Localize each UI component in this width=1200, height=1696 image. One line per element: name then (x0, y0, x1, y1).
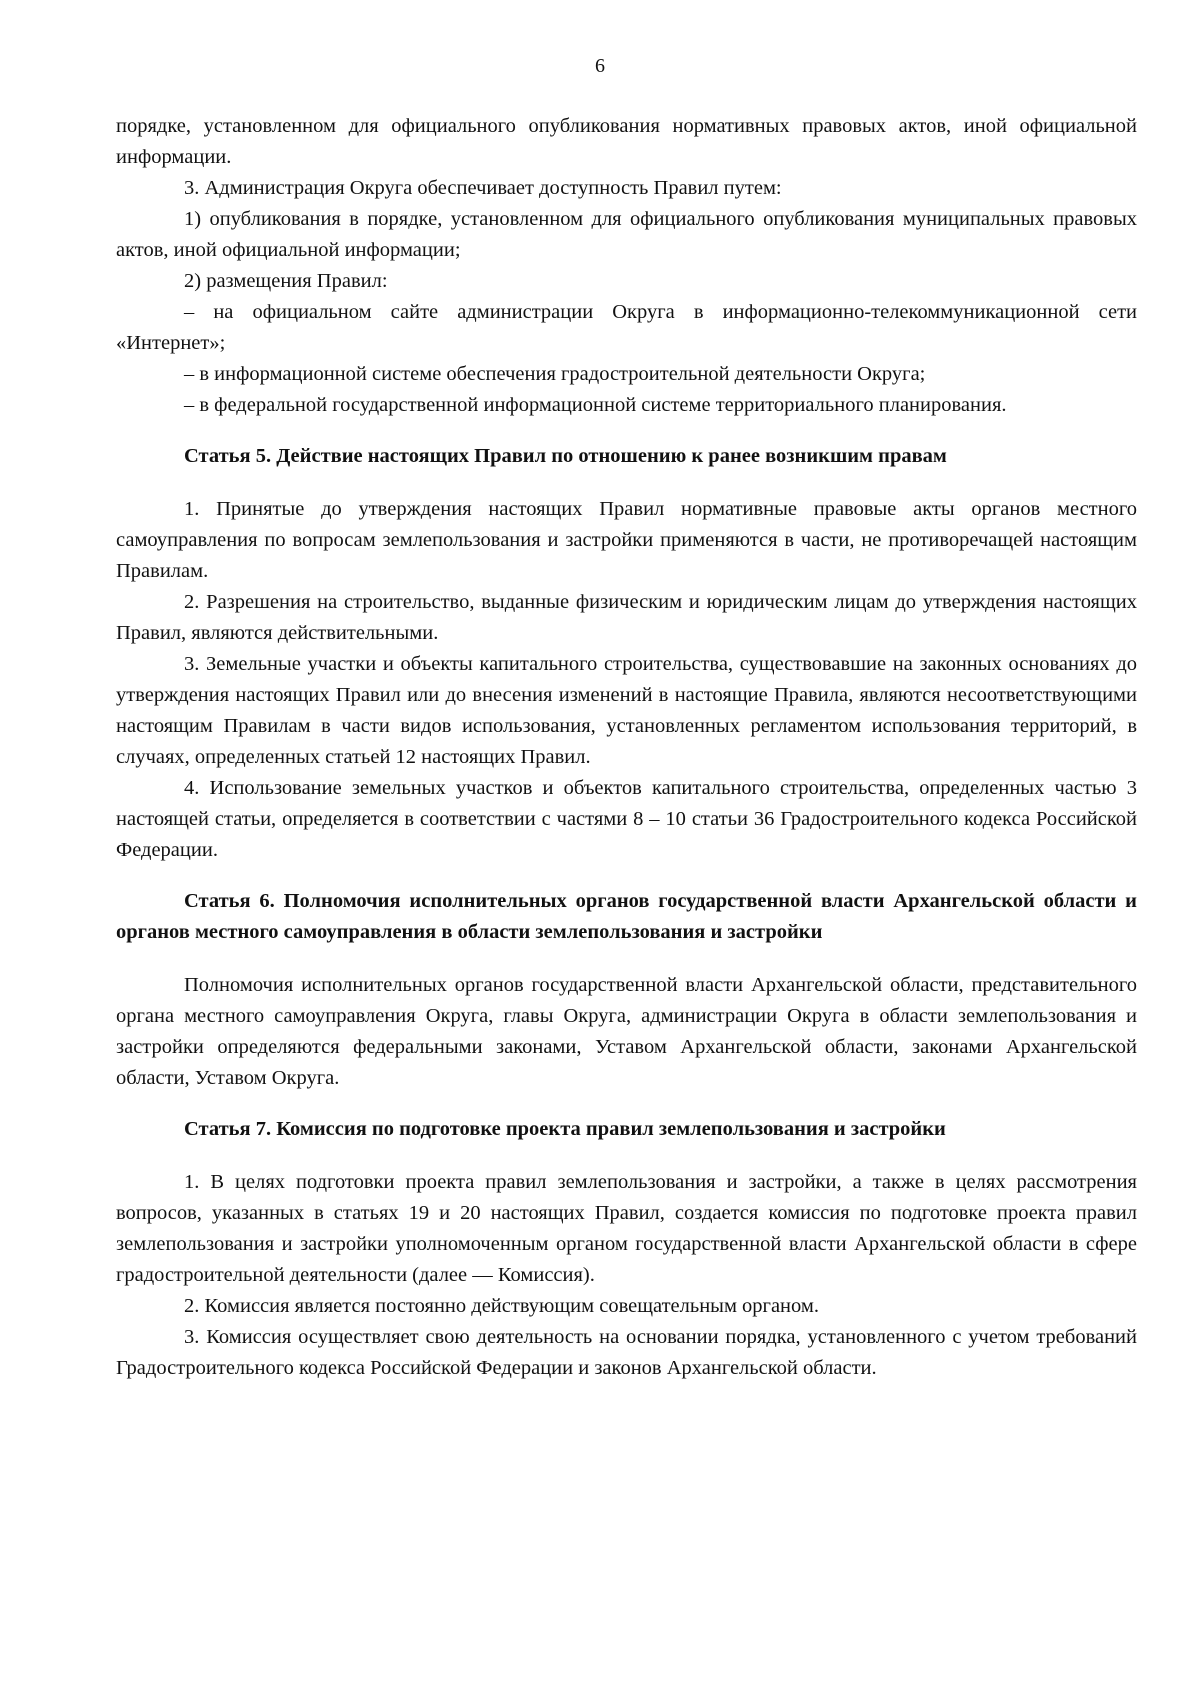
page-number: 6 (595, 55, 605, 77)
article-7-heading: Статья 7. Комиссия по подготовке проекта правил землепользования и застройки (184, 1118, 946, 1140)
paragraph: 3. Комиссия осуществляет свою деятельность на основании порядка, установленного с учетом требований Градостроительного кодекса Российской Федерации и законов Архангельской области. (116, 1326, 1137, 1379)
paragraph: 2. Разрешения на строительство, выданные физическим и юридическим лицам до утверждения настоящих Правил, являются действительными. (116, 591, 1137, 644)
article-6-heading: Статья 6. Полномочия исполнительных органов государственной власти Архангельской области и органов местного самоуправления в области землепользования и застройки (116, 890, 1137, 943)
article-6-heading-block (116, 886, 1137, 948)
paragraph: 1) опубликования в порядке, установленном для официального опубликования муниципальных правовых актов, иной официальной информации; (116, 208, 1137, 261)
paragraph: порядке, установленном для официального опубликования нормативных правовых актов, иной официальной информации. (116, 115, 1137, 168)
paragraph: Полномочия исполнительных органов государственной власти Архангельской области, представительного органа местного самоуправления Округа, главы Округа, администрации Округа в области землепользования и застройки определяются федеральными законами, Уставом Архангельской области, законами Архангельской области, Уставом Округа. (116, 974, 1137, 1089)
list-item: – на официальном сайте администрации Округа в информационно-телекоммуникационной сети «Интернет»; (116, 301, 1137, 354)
article-5-heading-block (116, 441, 1137, 472)
paragraph: 1. В целях подготовки проекта правил землепользования и застройки, а также в целях рассмотрения вопросов, указанных в статьях 19 и 20 настоящих Правил, создается комиссия по подготовке проекта правил землепользования и застройки уполномоченным органом государственной власти Архангельской области в сфере градостроительной деятельности (далее — Комиссия). (116, 1171, 1137, 1286)
article-7-heading-block (116, 1114, 1137, 1145)
article-5-heading: Статья 5. Действие настоящих Правил по отношению к ранее возникшим правам (184, 445, 947, 467)
paragraph: 3. Администрация Округа обеспечивает доступность Правил путем: (184, 177, 782, 199)
paragraph: 2. Комиссия является постоянно действующим совещательным органом. (184, 1295, 819, 1317)
document-body (116, 111, 1137, 1384)
list-item: – в информационной системе обеспечения градостроительной деятельности Округа; (184, 363, 926, 385)
paragraph: 1. Принятые до утверждения настоящих Правил нормативные правовые акты органов местного самоуправления по вопросам землепользования и застройки применяются в части, не противоречащей настоящим Правилам. (116, 498, 1137, 582)
list-item: – в федеральной государственной информационной системе территориального планирования. (184, 394, 1007, 416)
paragraph: 4. Использование земельных участков и объектов капитального строительства, определенных частью 3 настоящей статьи, определяется в соответствии с частями 8 – 10 статьи 36 Градостроительного кодекса Российской Федерации. (116, 777, 1137, 861)
paragraph: 2) размещения Правил: (184, 270, 388, 292)
paragraph: 3. Земельные участки и объекты капитального строительства, существовавшие на законных основаниях до утверждения настоящих Правил или до внесения изменений в настоящие Правила, являются несоответствующими настоящим Правилам в части видов использования, установленных регламентом использования территорий, в случаях, определенных статьей 12 настоящих Правил. (116, 653, 1137, 768)
